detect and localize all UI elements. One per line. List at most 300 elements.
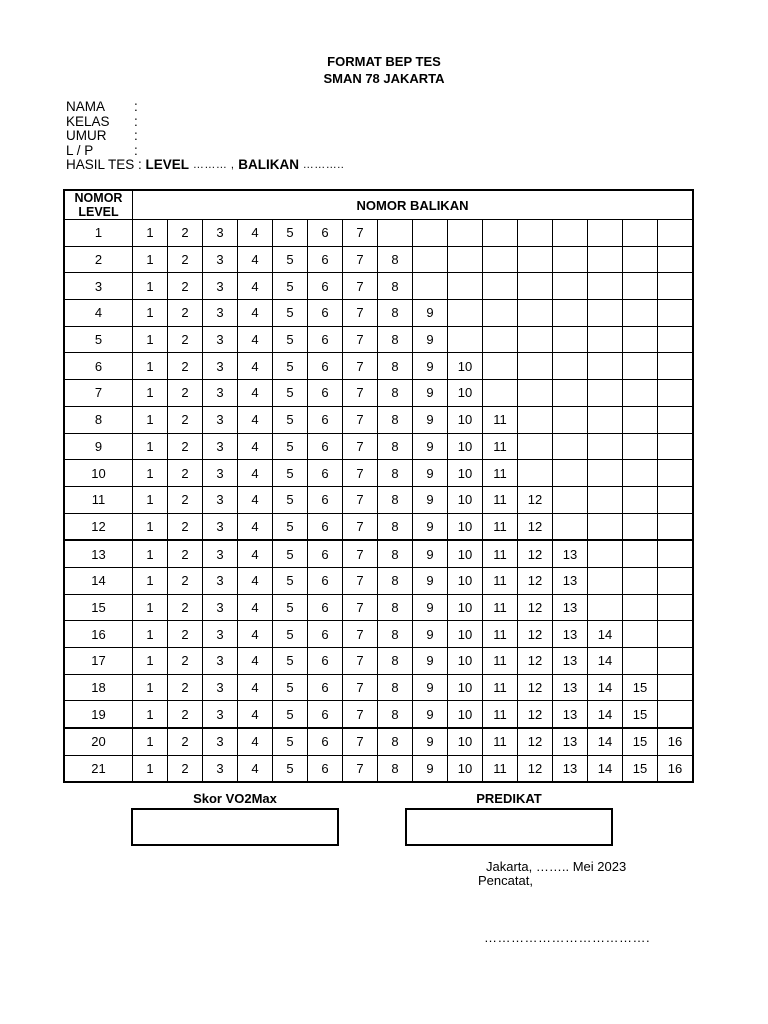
shuttle-cell: 12 <box>518 621 553 648</box>
empty-cell <box>658 486 694 513</box>
empty-cell <box>518 273 553 300</box>
shuttle-cell: 2 <box>168 513 203 540</box>
shuttle-cell: 4 <box>238 540 273 567</box>
shuttle-cell: 11 <box>483 513 518 540</box>
empty-cell <box>623 246 658 273</box>
shuttle-cell: 2 <box>168 246 203 273</box>
shuttle-cell: 11 <box>483 460 518 487</box>
shuttle-cell: 14 <box>588 701 623 728</box>
shuttle-cell: 9 <box>413 326 448 353</box>
table-row <box>64 674 693 701</box>
shuttle-cell: 10 <box>448 460 483 487</box>
empty-cell <box>518 433 553 460</box>
empty-cell <box>448 326 483 353</box>
shuttle-cell: 7 <box>343 674 378 701</box>
empty-cell <box>553 380 588 407</box>
empty-cell <box>588 486 623 513</box>
shuttle-cell: 9 <box>413 621 448 648</box>
empty-cell <box>483 246 518 273</box>
empty-cell <box>588 246 623 273</box>
level-number-cell: 10 <box>64 460 133 487</box>
empty-cell <box>623 621 658 648</box>
level-number-cell: 7 <box>64 380 133 407</box>
level-number-cell: 16 <box>64 621 133 648</box>
empty-cell <box>518 460 553 487</box>
shuttle-cell: 2 <box>168 220 203 247</box>
empty-cell <box>658 594 694 621</box>
shuttle-cell: 7 <box>343 648 378 675</box>
empty-cell <box>658 540 694 567</box>
shuttle-cell: 13 <box>553 540 588 567</box>
level-number-cell: 5 <box>64 326 133 353</box>
shuttle-cell: 11 <box>483 433 518 460</box>
shuttle-cell: 4 <box>238 273 273 300</box>
shuttle-cell: 8 <box>378 433 413 460</box>
empty-cell <box>553 513 588 540</box>
shuttle-cell: 8 <box>378 648 413 675</box>
shuttle-cell: 3 <box>203 353 238 380</box>
shuttle-cell: 2 <box>168 300 203 327</box>
shuttle-cell: 6 <box>308 621 343 648</box>
shuttle-cell: 9 <box>413 513 448 540</box>
shuttle-cell: 6 <box>308 567 343 594</box>
shuttle-cell: 4 <box>238 433 273 460</box>
shuttle-cell: 8 <box>378 567 413 594</box>
shuttle-cell: 7 <box>343 326 378 353</box>
shuttle-cell: 7 <box>343 728 378 755</box>
identity-section <box>66 100 344 173</box>
shuttle-cell: 1 <box>133 513 168 540</box>
empty-cell <box>623 353 658 380</box>
shuttle-cell: 8 <box>378 380 413 407</box>
empty-cell <box>553 433 588 460</box>
shuttle-cell: 2 <box>168 701 203 728</box>
empty-cell <box>553 353 588 380</box>
shuttle-cell: 7 <box>343 300 378 327</box>
field-gender <box>66 144 344 159</box>
empty-cell <box>448 300 483 327</box>
shuttle-cell: 2 <box>168 433 203 460</box>
empty-cell <box>623 460 658 487</box>
level-column-header <box>64 190 133 220</box>
shuttle-cell: 5 <box>273 567 308 594</box>
shuttle-cell: 15 <box>623 728 658 755</box>
level-number-cell: 6 <box>64 353 133 380</box>
vo2max-input-box[interactable] <box>131 808 339 846</box>
empty-cell <box>588 273 623 300</box>
empty-cell <box>448 246 483 273</box>
shuttle-cell: 7 <box>343 220 378 247</box>
shuttle-cell: 4 <box>238 701 273 728</box>
shuttle-cell: 13 <box>553 621 588 648</box>
shuttle-cell: 3 <box>203 326 238 353</box>
level-number-cell: 9 <box>64 433 133 460</box>
signature-city-date: Jakarta, …….. Mei 2023 <box>486 859 627 874</box>
field-separator: : <box>134 128 138 144</box>
empty-cell <box>658 648 694 675</box>
shuttle-cell: 6 <box>308 326 343 353</box>
shuttle-cell: 3 <box>203 701 238 728</box>
shuttle-cell: 7 <box>343 273 378 300</box>
field-umur <box>66 129 344 144</box>
field-separator: : <box>134 99 138 114</box>
shuttle-cell: 9 <box>413 540 448 567</box>
field-separator: : <box>134 142 138 158</box>
shuttle-cell: 1 <box>133 433 168 460</box>
empty-cell <box>658 353 694 380</box>
shuttle-cell: 9 <box>413 648 448 675</box>
shuttle-cell: 6 <box>308 648 343 675</box>
shuttle-cell: 3 <box>203 648 238 675</box>
empty-cell <box>588 326 623 353</box>
shuttle-cell: 7 <box>343 701 378 728</box>
field-label: L / P <box>66 142 94 158</box>
level-number-cell: 19 <box>64 701 133 728</box>
shuttle-cell: 6 <box>308 460 343 487</box>
shuttle-cell: 14 <box>588 755 623 782</box>
shuttle-cell: 10 <box>448 433 483 460</box>
shuttle-cell: 6 <box>308 513 343 540</box>
level-header-line1: NOMOR <box>74 191 123 205</box>
shuttle-cell: 8 <box>378 513 413 540</box>
shuttle-cell: 9 <box>413 300 448 327</box>
empty-cell <box>623 540 658 567</box>
empty-cell <box>553 326 588 353</box>
shuttle-cell: 5 <box>273 674 308 701</box>
signature-line: ………………………………. <box>484 930 651 945</box>
shuttle-cell: 5 <box>273 326 308 353</box>
shuttle-cell: 15 <box>623 674 658 701</box>
field-nama <box>66 100 344 115</box>
balikan-label: BALIKAN <box>238 157 299 173</box>
level-number-cell: 2 <box>64 246 133 273</box>
shuttle-cell: 8 <box>378 300 413 327</box>
shuttle-cell: 4 <box>238 380 273 407</box>
shuttle-cell: 2 <box>168 674 203 701</box>
shuttle-cell: 5 <box>273 755 308 782</box>
shuttle-cell: 6 <box>308 353 343 380</box>
shuttle-cell: 8 <box>378 674 413 701</box>
shuttle-cell: 2 <box>168 728 203 755</box>
shuttle-cell: 9 <box>413 433 448 460</box>
shuttle-cell: 1 <box>133 273 168 300</box>
bep-score-table <box>63 189 694 783</box>
level-number-cell: 14 <box>64 567 133 594</box>
empty-cell <box>413 246 448 273</box>
shuttle-cell: 8 <box>378 460 413 487</box>
shuttle-cell: 1 <box>133 460 168 487</box>
shuttle-cell: 5 <box>273 220 308 247</box>
shuttle-cell: 2 <box>168 486 203 513</box>
shuttle-cell: 13 <box>553 728 588 755</box>
shuttle-cell: 3 <box>203 567 238 594</box>
empty-cell <box>623 220 658 247</box>
hasil-label: HASIL TES : <box>66 157 142 173</box>
shuttle-cell: 4 <box>238 460 273 487</box>
empty-cell <box>448 220 483 247</box>
empty-cell <box>553 246 588 273</box>
shuttle-cell: 8 <box>378 273 413 300</box>
table-row <box>64 486 693 513</box>
shuttle-cell: 5 <box>273 513 308 540</box>
shuttle-cell: 13 <box>553 701 588 728</box>
empty-cell <box>413 273 448 300</box>
shuttle-cell: 6 <box>308 674 343 701</box>
shuttle-cell: 1 <box>133 220 168 247</box>
empty-cell <box>518 220 553 247</box>
shuttle-cell: 7 <box>343 621 378 648</box>
empty-cell <box>483 273 518 300</box>
shuttle-cell: 3 <box>203 513 238 540</box>
shuttle-cell: 14 <box>588 621 623 648</box>
shuttle-cell: 4 <box>238 246 273 273</box>
empty-cell <box>658 701 694 728</box>
field-label: UMUR <box>66 128 107 144</box>
empty-cell <box>623 380 658 407</box>
level-header-line2: LEVEL <box>78 205 119 219</box>
shuttle-cell: 7 <box>343 406 378 433</box>
shuttle-cell: 11 <box>483 701 518 728</box>
shuttle-cell: 1 <box>133 326 168 353</box>
shuttle-cell: 12 <box>518 728 553 755</box>
shuttle-cell: 1 <box>133 486 168 513</box>
shuttle-cell: 10 <box>448 701 483 728</box>
shuttle-cell: 7 <box>343 755 378 782</box>
shuttle-cell: 12 <box>518 594 553 621</box>
shuttle-cell: 11 <box>483 486 518 513</box>
document-title: FORMAT BEP TES <box>327 54 441 69</box>
shuttle-cell: 8 <box>378 326 413 353</box>
shuttle-cell: 5 <box>273 728 308 755</box>
table-row <box>64 433 693 460</box>
shuttle-cell: 9 <box>413 406 448 433</box>
shuttle-cell: 6 <box>308 273 343 300</box>
shuttle-cell: 3 <box>203 594 238 621</box>
field-kelas <box>66 115 344 130</box>
shuttle-cell: 9 <box>413 567 448 594</box>
shuttle-cell: 8 <box>378 594 413 621</box>
table-row <box>64 621 693 648</box>
level-number-cell: 8 <box>64 406 133 433</box>
balikan-column-header: NOMOR BALIKAN <box>133 190 694 220</box>
shuttle-cell: 3 <box>203 300 238 327</box>
level-dots: ……… , <box>192 159 235 172</box>
shuttle-cell: 3 <box>203 755 238 782</box>
table-row <box>64 567 693 594</box>
shuttle-cell: 5 <box>273 486 308 513</box>
empty-cell <box>518 246 553 273</box>
table-row <box>64 300 693 327</box>
empty-cell <box>588 353 623 380</box>
shuttle-cell: 11 <box>483 621 518 648</box>
empty-cell <box>553 220 588 247</box>
field-hasil-tes <box>66 158 344 173</box>
empty-cell <box>553 300 588 327</box>
shuttle-cell: 4 <box>238 674 273 701</box>
shuttle-cell: 5 <box>273 540 308 567</box>
vo2max-label: Skor VO2Max <box>193 791 277 806</box>
shuttle-cell: 5 <box>273 648 308 675</box>
empty-cell <box>483 326 518 353</box>
level-number-cell: 20 <box>64 728 133 755</box>
empty-cell <box>483 300 518 327</box>
empty-cell <box>588 300 623 327</box>
empty-cell <box>658 433 694 460</box>
shuttle-cell: 5 <box>273 246 308 273</box>
table-row <box>64 594 693 621</box>
shuttle-cell: 1 <box>133 674 168 701</box>
shuttle-cell: 6 <box>308 755 343 782</box>
table-row <box>64 353 693 380</box>
shuttle-cell: 4 <box>238 728 273 755</box>
shuttle-cell: 9 <box>413 486 448 513</box>
shuttle-cell: 3 <box>203 460 238 487</box>
empty-cell <box>623 326 658 353</box>
shuttle-cell: 1 <box>133 300 168 327</box>
shuttle-cell: 1 <box>133 353 168 380</box>
shuttle-cell: 4 <box>238 406 273 433</box>
shuttle-cell: 12 <box>518 701 553 728</box>
shuttle-cell: 14 <box>588 728 623 755</box>
shuttle-cell: 6 <box>308 433 343 460</box>
school-name: SMAN 78 JAKARTA <box>323 71 445 86</box>
empty-cell <box>658 220 694 247</box>
table-row <box>64 326 693 353</box>
shuttle-cell: 4 <box>238 353 273 380</box>
empty-cell <box>518 353 553 380</box>
shuttle-cell: 5 <box>273 460 308 487</box>
empty-cell <box>658 246 694 273</box>
shuttle-cell: 13 <box>553 567 588 594</box>
shuttle-cell: 3 <box>203 486 238 513</box>
level-number-cell: 12 <box>64 513 133 540</box>
shuttle-cell: 10 <box>448 406 483 433</box>
shuttle-cell: 2 <box>168 353 203 380</box>
level-number-cell: 1 <box>64 220 133 247</box>
shuttle-cell: 12 <box>518 567 553 594</box>
shuttle-cell: 5 <box>273 380 308 407</box>
shuttle-cell: 9 <box>413 701 448 728</box>
shuttle-cell: 3 <box>203 674 238 701</box>
shuttle-cell: 6 <box>308 701 343 728</box>
shuttle-cell: 10 <box>448 621 483 648</box>
shuttle-cell: 10 <box>448 674 483 701</box>
shuttle-cell: 10 <box>448 755 483 782</box>
shuttle-cell: 6 <box>308 380 343 407</box>
table-row <box>64 380 693 407</box>
shuttle-cell: 5 <box>273 273 308 300</box>
shuttle-cell: 10 <box>448 728 483 755</box>
shuttle-cell: 2 <box>168 406 203 433</box>
empty-cell <box>483 220 518 247</box>
shuttle-cell: 5 <box>273 701 308 728</box>
shuttle-cell: 9 <box>413 674 448 701</box>
shuttle-cell: 5 <box>273 433 308 460</box>
shuttle-cell: 8 <box>378 540 413 567</box>
level-number-cell: 13 <box>64 540 133 567</box>
shuttle-cell: 3 <box>203 433 238 460</box>
empty-cell <box>623 433 658 460</box>
empty-cell <box>658 567 694 594</box>
table-row <box>64 648 693 675</box>
shuttle-cell: 12 <box>518 674 553 701</box>
empty-cell <box>658 674 694 701</box>
table-row <box>64 513 693 540</box>
empty-cell <box>588 406 623 433</box>
shuttle-cell: 3 <box>203 406 238 433</box>
signature-role: Pencatat, <box>478 873 533 888</box>
empty-cell <box>623 486 658 513</box>
empty-cell <box>623 513 658 540</box>
shuttle-cell: 3 <box>203 728 238 755</box>
shuttle-cell: 1 <box>133 648 168 675</box>
empty-cell <box>588 540 623 567</box>
shuttle-cell: 13 <box>553 594 588 621</box>
empty-cell <box>588 220 623 247</box>
shuttle-cell: 7 <box>343 540 378 567</box>
field-label: KELAS <box>66 113 110 129</box>
level-number-cell: 4 <box>64 300 133 327</box>
table-row <box>64 406 693 433</box>
level-label: LEVEL <box>145 157 190 173</box>
shuttle-cell: 10 <box>448 567 483 594</box>
empty-cell <box>658 273 694 300</box>
empty-cell <box>588 460 623 487</box>
empty-cell <box>588 433 623 460</box>
empty-cell <box>518 406 553 433</box>
level-number-cell: 17 <box>64 648 133 675</box>
shuttle-cell: 13 <box>553 755 588 782</box>
table-row <box>64 246 693 273</box>
empty-cell <box>588 513 623 540</box>
table-row <box>64 701 693 728</box>
shuttle-cell: 5 <box>273 300 308 327</box>
balikan-dots: ……….. <box>302 159 345 172</box>
empty-cell <box>518 326 553 353</box>
predikat-input-box[interactable] <box>405 808 613 846</box>
shuttle-cell: 3 <box>203 273 238 300</box>
shuttle-cell: 1 <box>133 540 168 567</box>
shuttle-cell: 7 <box>343 460 378 487</box>
shuttle-cell: 3 <box>203 540 238 567</box>
field-separator: : <box>134 113 138 129</box>
shuttle-cell: 2 <box>168 567 203 594</box>
shuttle-cell: 2 <box>168 540 203 567</box>
shuttle-cell: 7 <box>343 594 378 621</box>
shuttle-cell: 12 <box>518 513 553 540</box>
shuttle-cell: 1 <box>133 567 168 594</box>
empty-cell <box>413 220 448 247</box>
shuttle-cell: 6 <box>308 246 343 273</box>
empty-cell <box>518 380 553 407</box>
table-row <box>64 460 693 487</box>
shuttle-cell: 5 <box>273 406 308 433</box>
shuttle-cell: 12 <box>518 755 553 782</box>
shuttle-cell: 6 <box>308 406 343 433</box>
shuttle-cell: 12 <box>518 486 553 513</box>
shuttle-cell: 9 <box>413 755 448 782</box>
shuttle-cell: 6 <box>308 540 343 567</box>
shuttle-cell: 5 <box>273 621 308 648</box>
shuttle-cell: 13 <box>553 674 588 701</box>
shuttle-cell: 11 <box>483 406 518 433</box>
empty-cell <box>623 648 658 675</box>
shuttle-cell: 16 <box>658 755 694 782</box>
empty-cell <box>658 300 694 327</box>
shuttle-cell: 9 <box>413 460 448 487</box>
table-row <box>64 755 693 782</box>
shuttle-cell: 4 <box>238 567 273 594</box>
